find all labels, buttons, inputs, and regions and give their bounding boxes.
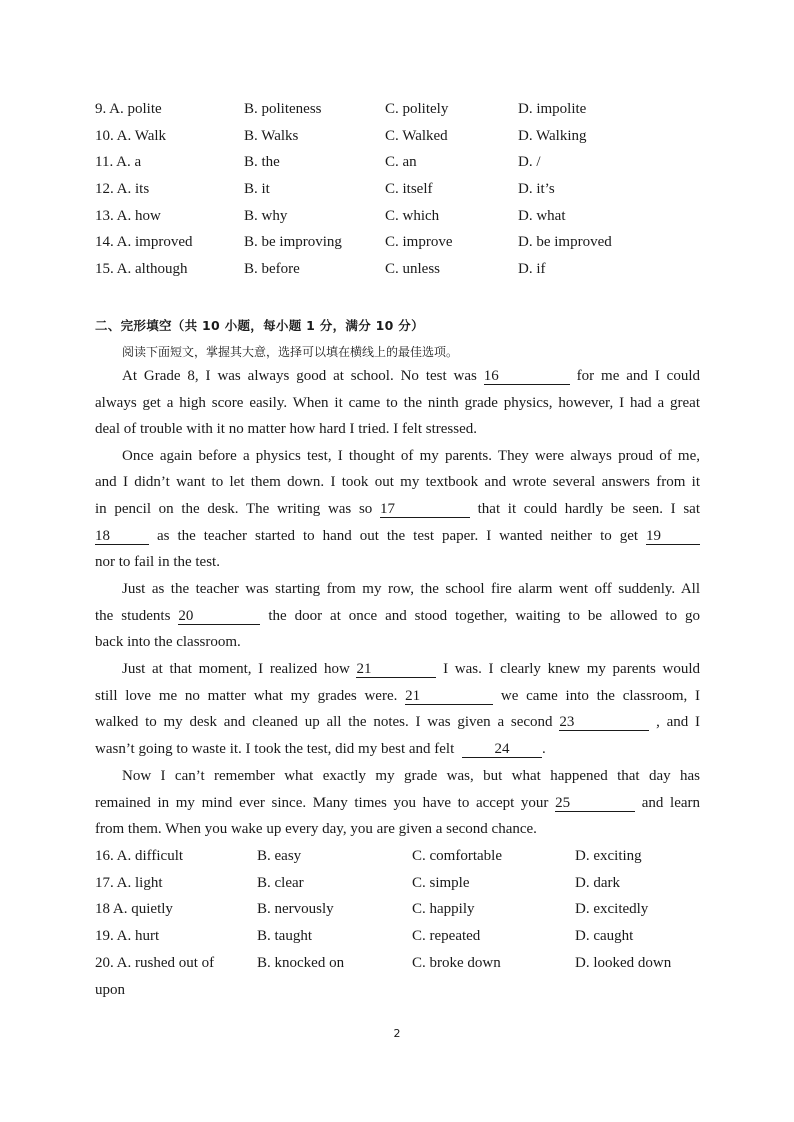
passage-line [122, 366, 700, 386]
option-d: D. if [518, 261, 546, 277]
option-b: B. the [244, 154, 280, 170]
option-b: B. nervously [257, 901, 334, 917]
option-d: D. caught [575, 928, 634, 944]
option-a: 17. A. light [95, 875, 163, 891]
passage-line: Just as the teacher was starting from my row, the school fire alarm went off suddenly. All [122, 581, 700, 597]
passage-line [95, 606, 700, 626]
passage-text: and learn [641, 795, 701, 811]
passage-line: back into the classroom. [95, 634, 241, 650]
option-a: 10. A. Walk [95, 128, 167, 144]
option-c: C. unless [385, 261, 441, 277]
passage-text: . [542, 741, 546, 757]
option-c: C. itself [385, 181, 433, 197]
blank-22: 21 [405, 688, 493, 705]
section-title: 二、完形填空（共 10 小题，每小题 1 分，满分 10 分） [95, 318, 424, 333]
passage-line: always get a high score easily. When it came to the ninth grade physics, however, I had a great [95, 395, 700, 411]
passage-text: I was. I clearly knew my parents would [443, 661, 701, 677]
option-a: 16. A. difficult [95, 848, 184, 864]
option-b: B. clear [257, 875, 304, 891]
option-a: 19. A. hurt [95, 928, 160, 944]
option-c: C. an [385, 154, 417, 170]
passage-line: from them. When you wake up every day, you are given a second chance. [95, 821, 537, 837]
passage-line: nor to fail in the test. [95, 554, 220, 570]
option-c: C. comfortable [412, 848, 502, 864]
option-a: 18 A. quietly [95, 901, 173, 917]
option-d: D. impolite [518, 101, 587, 117]
passage-line [95, 526, 700, 546]
option-c: C. Walked [385, 128, 448, 144]
passage-line [95, 499, 700, 519]
option-a: 20. A. rushed out of [95, 955, 215, 971]
option-d: D. Walking [518, 128, 587, 144]
option-b: B. knocked on [257, 955, 345, 971]
option-d: D. / [518, 154, 541, 170]
option-b: B. Walks [244, 128, 299, 144]
option-d: D. be improved [518, 234, 612, 250]
option-c: C. repeated [412, 928, 481, 944]
passage-text: walked to my desk and cleaned up all the notes. I was given a second [95, 714, 553, 730]
passage-text: At Grade 8, I was always good at school. No test was [122, 368, 477, 384]
passage-text: wasn’t going to waste it. I took the test, did my best and felt [95, 741, 455, 757]
option-c: C. politely [385, 101, 449, 117]
passage-text: the students [95, 608, 171, 624]
option-d: D. excitedly [575, 901, 649, 917]
blank-24: 24 [462, 741, 542, 758]
option-b: B. easy [257, 848, 302, 864]
passage-line [122, 659, 700, 679]
option-c: C. broke down [412, 955, 501, 971]
option-d: D. looked down [575, 955, 672, 971]
passage-line [95, 686, 700, 706]
option-a: 15. A. although [95, 261, 188, 277]
passage-text: remained in my mind ever since. Many times you have to accept your [95, 795, 549, 811]
option-d: D. it’s [518, 181, 555, 197]
option-d: D. what [518, 208, 566, 224]
option-b: B. politeness [244, 101, 322, 117]
option-d: D. dark [575, 875, 620, 891]
passage-line: and I didn’t want to let them down. I took out my textbook and wrote several answers from it [95, 474, 700, 490]
blank-17: 17 [380, 501, 470, 518]
passage-line: deal of trouble with it no matter how hard I tried. I felt stressed. [95, 421, 477, 437]
blank-16: 16 [484, 368, 570, 385]
passage-text: still love me no matter what my grades were. [95, 688, 398, 704]
option-b: B. why [244, 208, 288, 224]
option-d: D. exciting [575, 848, 642, 864]
option-c: C. which [385, 208, 440, 224]
option-a: 12. A. its [95, 181, 150, 197]
option-c: C. happily [412, 901, 475, 917]
passage-line [95, 793, 700, 813]
passage-text: Just at that moment, I realized how [122, 661, 350, 677]
option-a: 14. A. improved [95, 234, 193, 250]
passage-text: that it could hardly be seen. I sat [477, 501, 700, 517]
blank-18: 18 [95, 528, 149, 545]
blank-19: 19 [646, 528, 700, 545]
passage-text: in pencil on the desk. The writing was so [95, 501, 373, 517]
blank-21: 21 [356, 661, 436, 678]
option-b: B. be improving [244, 234, 342, 250]
trailing-word: upon [95, 982, 125, 998]
option-a: 11. A. a [95, 154, 142, 170]
page-number: 2 [393, 1027, 401, 1040]
passage-text: , and I [656, 714, 701, 730]
option-a: 13. A. how [95, 208, 161, 224]
passage-text: for me and I could [576, 368, 701, 384]
passage-line [95, 712, 700, 732]
passage-text: the door at once and stood together, waiting to be allowed to go [268, 608, 701, 624]
blank-25: 25 [555, 795, 635, 812]
passage-text: as the teacher started to hand out the test paper. I wanted neither to get [156, 528, 639, 544]
option-c: C. simple [412, 875, 470, 891]
option-b: B. it [244, 181, 270, 197]
blank-20: 20 [178, 608, 260, 625]
blank-23: 23 [559, 714, 649, 731]
passage-line: Now I can’t remember what exactly my grade was, but what happened that day has [122, 768, 700, 784]
section-instruction: 阅读下面短文，掌握其大意，选择可以填在横线上的最佳选项。 [122, 345, 459, 359]
option-b: B. before [244, 261, 300, 277]
option-a: 9. A. polite [95, 101, 162, 117]
passage-text: we came into the classroom, I [500, 688, 701, 704]
passage-line: Once again before a physics test, I thought of my parents. They were always proud of me, [122, 448, 700, 464]
option-b: B. taught [257, 928, 312, 944]
passage-line [95, 739, 700, 759]
option-c: C. improve [385, 234, 453, 250]
